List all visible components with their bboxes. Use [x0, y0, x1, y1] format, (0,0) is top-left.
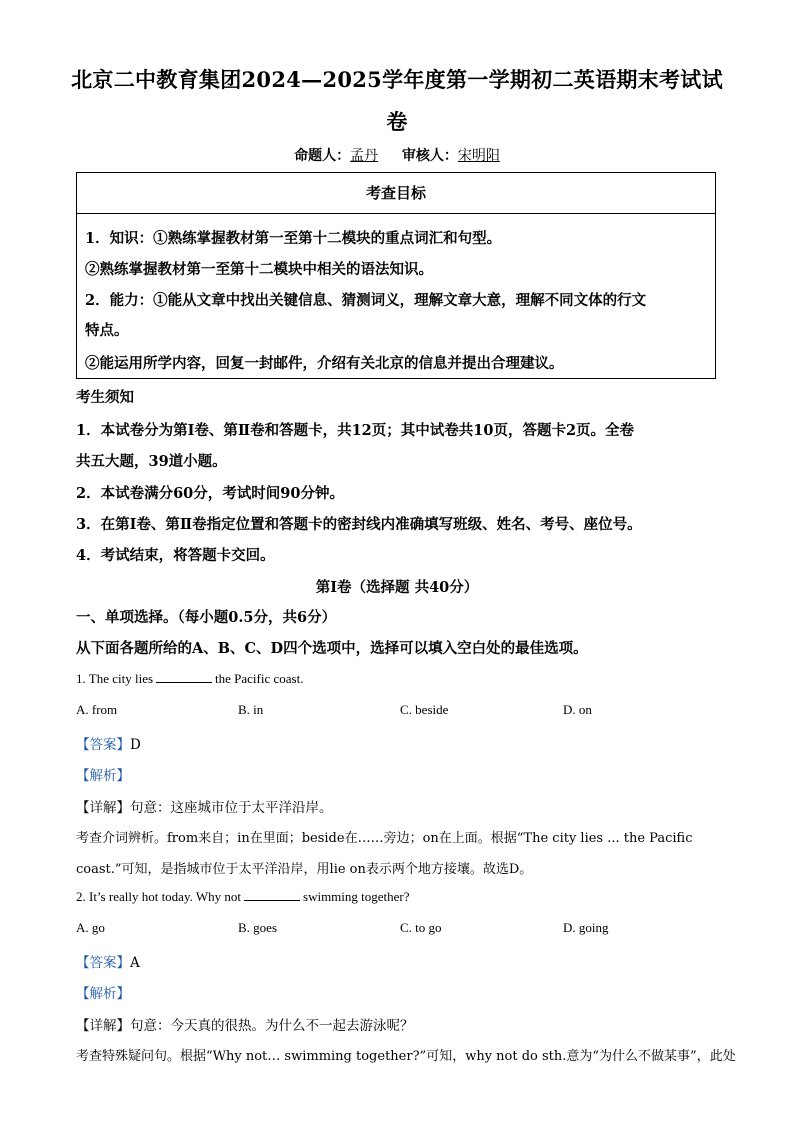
explanation-line: 考查特殊疑问句。根据“Why not… swimming together?”可知，why not do sth.意为“为什么不做某事”，此处: [76, 1049, 736, 1064]
stem-text: swimming together?: [303, 889, 410, 904]
option-a: A. from: [76, 702, 118, 717]
detail-line: [76, 1014, 414, 1034]
option-d: D. going: [563, 920, 609, 935]
answer-tag: 【答案】: [76, 955, 130, 971]
answer-blank: [244, 890, 300, 901]
page-title-continued: 卷: [386, 109, 408, 134]
answer-line: [76, 733, 141, 753]
author-name: 孟丹: [350, 148, 379, 164]
goals-heading: 考查目标: [77, 173, 715, 214]
part-heading: 第Ⅰ卷（选择题 共40分）: [315, 579, 479, 596]
author-label: 命题人：: [294, 148, 351, 164]
section-heading: 一、单项选择。（每小题0.5分，共6分）: [76, 609, 337, 626]
detail-line: [76, 796, 333, 816]
reviewer-name: 宋明阳: [457, 148, 500, 164]
option-c: C. to go: [400, 920, 442, 935]
exam-goals-box: [76, 172, 716, 379]
detail-text: 句意：这座城市位于太平洋沿岸。: [130, 800, 333, 816]
explanation-line: coast.”可知，是指城市位于太平洋沿岸，用lie on表示两个地方接壤。故选D。: [76, 862, 533, 877]
question-stem: [76, 671, 303, 687]
notice-line: 4．考试结束，将答题卡交回。: [76, 547, 275, 564]
notice-line: 1．本试卷分为第Ⅰ卷、第Ⅱ卷和答题卡，共12页；其中试卷共10页，答题卡2页。全卷: [76, 422, 635, 439]
option-b: B. goes: [238, 920, 277, 935]
author-line: [0, 145, 794, 165]
option-d: D. on: [563, 702, 592, 717]
detail-tag: 【详解】: [76, 800, 130, 816]
detail-tag: 【详解】: [76, 1018, 130, 1034]
goal-line: ②能运用所学内容，回复一封邮件，介绍有关北京的信息并提出合理建议。: [85, 355, 564, 372]
stem-text: the Pacific coast.: [215, 671, 304, 686]
notice-line: 3．在第Ⅰ卷、第Ⅱ卷指定位置和答题卡的密封线内准确填写班级、姓名、考号、座位号。: [76, 516, 642, 533]
analysis-line: [76, 982, 130, 1002]
answer-value: A: [130, 955, 140, 971]
section-instruction: 从下面各题所给的A、B、C、D四个选项中，选择可以填入空白处的最佳选项。: [76, 640, 588, 657]
notice-line: 2．本试卷满分60分，考试时间90分钟。: [76, 485, 344, 502]
option-b: B. in: [238, 702, 264, 717]
detail-text: 句意：今天真的很热。为什么不一起去游泳呢？: [130, 1018, 414, 1034]
option-a: A. go: [76, 920, 105, 935]
goal-line: 2．能力：①能从文章中找出关键信息、猜测词义，理解文章大意，理解不同文体的行文: [85, 292, 647, 309]
analysis-line: [76, 764, 130, 784]
question-stem: [76, 889, 410, 905]
analysis-tag: 【解析】: [76, 768, 130, 784]
goal-line: 特点。: [85, 322, 129, 339]
answer-line: [76, 951, 140, 971]
stem-text: 2. It’s really hot today. Why not: [76, 889, 242, 904]
page-title: 北京二中教育集团2024—2025学年度第一学期初二英语期末考试试: [71, 67, 723, 92]
option-c: C. beside: [400, 702, 449, 717]
explanation-line: 考查介词辨析。from来自；in在里面；beside在……旁边；on在上面。根据“The city lies ... the Pacific: [76, 831, 693, 846]
goal-line: 1．知识：①熟练掌握教材第一至第十二模块的重点词汇和句型。: [85, 230, 502, 247]
reviewer-label: 审核人：: [401, 148, 458, 164]
stem-text: 1. The city lies: [76, 671, 154, 686]
notice-heading: 考生须知: [76, 389, 134, 406]
notice-line: 共五大题，39道小题。: [76, 453, 227, 470]
answer-blank: [156, 672, 212, 683]
answer-value: D: [130, 737, 141, 753]
goal-line: ②熟练掌握教材第一至第十二模块中相关的语法知识。: [85, 261, 433, 278]
analysis-tag: 【解析】: [76, 986, 130, 1002]
answer-tag: 【答案】: [76, 737, 130, 753]
